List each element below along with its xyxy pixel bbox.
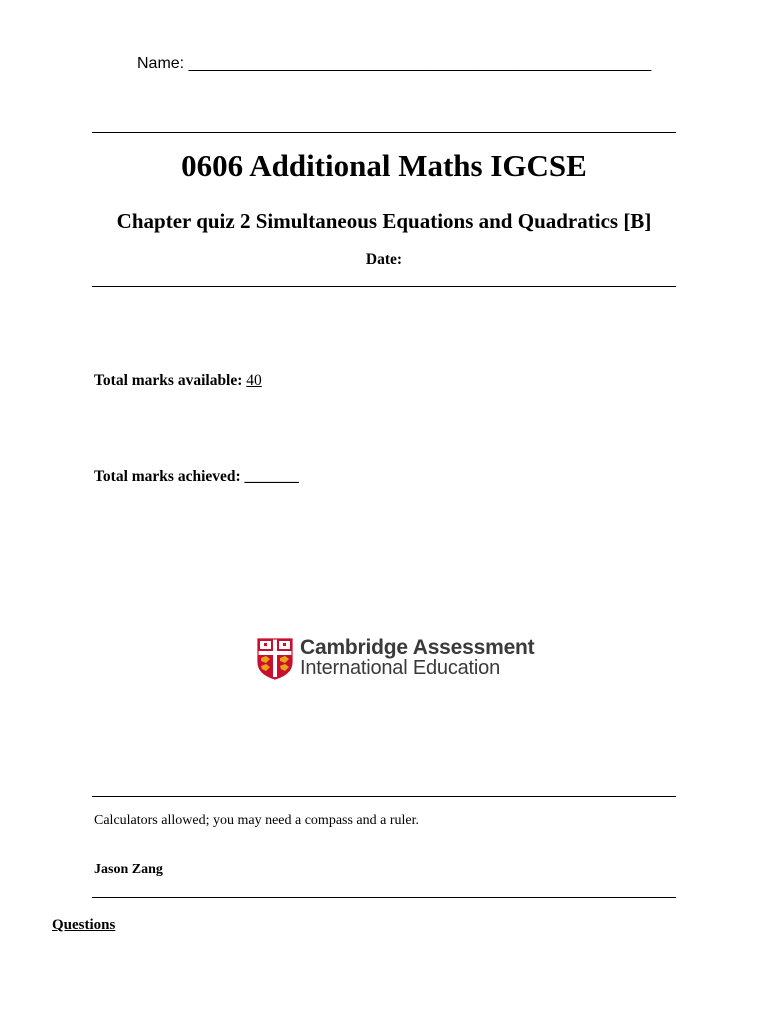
author-name: Jason Zang — [94, 862, 163, 877]
instructions-text: Calculators allowed; you may need a compass and a ruler. — [94, 813, 420, 828]
total-marks-available — [94, 372, 262, 390]
title-bottom-rule — [92, 286, 676, 287]
logo-text-international: International Education — [300, 657, 500, 679]
footer-bottom-rule — [92, 897, 676, 898]
total-marks-achieved: Total marks achieved: _______ — [94, 468, 299, 485]
marks-available-label: Total marks available: — [94, 372, 243, 389]
cambridge-shield-icon — [257, 638, 293, 680]
top-rule — [92, 132, 676, 133]
footer-top-rule — [92, 796, 676, 797]
date-label: Date: — [365, 251, 403, 268]
document-subtitle: Chapter quiz 2 Simultaneous Equations and Quadratics [B] — [116, 209, 652, 233]
name-field-line: Name: ____________________________________________________ — [137, 55, 652, 72]
marks-available-value: 40 — [246, 372, 262, 389]
questions-heading: Questions — [52, 917, 116, 933]
document-title: 0606 Additional Maths IGCSE — [181, 148, 587, 183]
logo-text-cambridge: Cambridge Assessment — [300, 636, 535, 659]
